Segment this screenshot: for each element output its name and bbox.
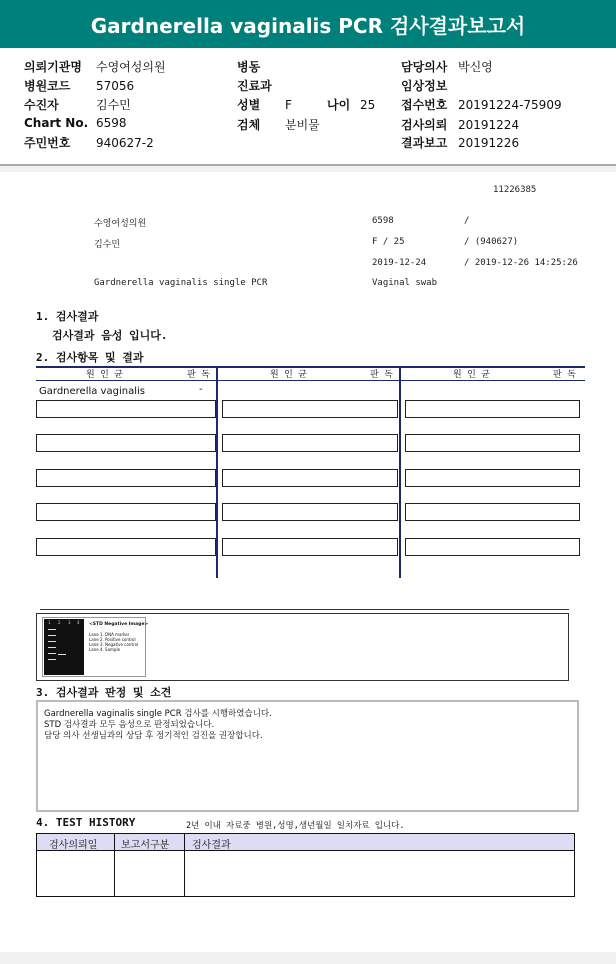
summary-specimen: Vaginal swab — [372, 278, 438, 288]
header-label: 담당의사 — [401, 60, 448, 74]
header-value: 20191224-75909 — [458, 98, 562, 112]
summary-sex-age: F / 25 — [372, 237, 405, 247]
gel-band — [48, 641, 56, 642]
header-label: 주민번호 — [24, 136, 71, 150]
history-col-result: 검사결과 — [192, 840, 231, 851]
header-request-date — [401, 116, 519, 133]
col-judge-1: 판 독 — [187, 370, 210, 380]
header-label: 진료과 — [237, 79, 272, 93]
header-value: 25 — [360, 98, 376, 112]
title-divider — [0, 48, 616, 50]
header-department — [237, 77, 285, 94]
col-pathogen-1: 원 인 균 — [86, 370, 123, 380]
history-col-report-type: 보고서구분 — [121, 840, 170, 851]
header-value: 수영여성의원 — [96, 60, 166, 74]
header-label: 의뢰기관명 — [24, 60, 82, 74]
lane-label: 1 — [48, 620, 51, 625]
header-value: 20191224 — [458, 118, 520, 132]
section-history-title: 4. TEST HISTORY — [36, 816, 136, 829]
history-table-header — [37, 834, 574, 851]
header-value: 분비물 — [285, 118, 320, 132]
header-value: 57056 — [96, 79, 135, 93]
summary-report-datetime: / 2019-12-26 14:25:26 — [464, 258, 578, 268]
result-cell — [405, 503, 580, 521]
image-legend-line: Lane 3. Negative control — [89, 642, 139, 647]
result-cell — [36, 400, 216, 418]
section-result-title: 1. 검사결과 — [36, 310, 99, 323]
header-patient — [24, 96, 131, 113]
image-top-line — [40, 609, 569, 610]
history-col-divider — [114, 834, 115, 896]
gel-image — [44, 619, 84, 675]
header-resident-no — [24, 134, 154, 151]
summary-test-name: Gardnerella vaginalis single PCR — [94, 278, 268, 288]
opinion-line: 담당 의사 선생님과의 상담 후 정기적인 검진을 권장합니다. — [44, 731, 263, 741]
lane-label: 4 — [77, 620, 80, 625]
header-value: 20191226 — [458, 136, 520, 150]
history-col-divider — [184, 834, 185, 896]
summary-receipt-date: 2019-12-24 — [372, 258, 427, 268]
history-note: 2년 이내 자료중 병원,성명,생년월일 일치자료 입니다. — [186, 821, 405, 831]
grid-divider-1 — [216, 366, 218, 578]
header-hospital-code — [24, 77, 134, 94]
section-opinion-title: 3. 검사결과 판정 및 소견 — [36, 686, 172, 699]
col-judge-3: 판 독 — [553, 370, 576, 380]
result-cell — [222, 503, 398, 521]
section-result-text: 검사결과 음성 입니다. — [52, 329, 168, 342]
header-chart-no — [24, 116, 127, 130]
header-label: 결과보고 — [401, 136, 448, 150]
header-doctor — [401, 58, 493, 75]
result-cell — [222, 538, 398, 556]
result-judgement: - — [199, 384, 203, 395]
header-report-date — [401, 134, 519, 151]
header-label: 임상정보 — [401, 79, 448, 93]
header-label: 접수번호 — [401, 98, 448, 112]
summary-birth: / (940627) — [464, 237, 519, 247]
header-specimen — [237, 116, 320, 133]
col-pathogen-3: 원 인 균 — [453, 370, 490, 380]
header-age — [327, 96, 375, 113]
page-footer — [0, 952, 616, 964]
result-cell — [405, 469, 580, 487]
result-cell — [222, 434, 398, 452]
image-legend-title: <STD Negative Image> — [89, 622, 149, 627]
header-receipt-no — [401, 96, 562, 113]
report-number: 11226385 — [493, 185, 537, 195]
result-cell — [222, 469, 398, 487]
image-legend-line: Lane 4. Sample — [89, 647, 121, 652]
header-label: Chart No. — [24, 116, 89, 130]
gel-band — [48, 659, 56, 660]
header-hospital — [24, 58, 166, 75]
gel-band — [48, 653, 56, 654]
header-label: 검체 — [237, 118, 261, 132]
header-value: 940627-2 — [96, 136, 154, 150]
result-cell — [405, 434, 580, 452]
result-cell — [222, 400, 398, 418]
summary-hospital: 수영여성의원 — [94, 219, 147, 229]
lane-label: 2 — [58, 620, 61, 625]
header-ward — [237, 58, 285, 75]
report-title: Gardnerella vaginalis PCR 검사결과보고서 — [0, 0, 616, 48]
header-label: 병원코드 — [24, 79, 71, 93]
result-cell — [36, 503, 216, 521]
summary-patient: 김수민 — [94, 240, 121, 250]
gel-band — [48, 647, 56, 648]
summary-chart: 6598 — [372, 216, 394, 226]
header-divider-shadow — [0, 166, 616, 172]
image-legend-line: Lane 1. DNA marker — [89, 632, 130, 637]
gel-band — [48, 635, 56, 636]
opinion-line: Gardnerella vaginalis single PCR 검사를 시행하였습니다. — [44, 709, 272, 719]
header-sex — [237, 96, 292, 113]
opinion-line: STD 검사결과 모두 음성으로 판정되었습니다. — [44, 720, 215, 730]
section-items-title: 2. 검사항목 및 결과 — [36, 351, 144, 364]
summary-slash: / — [464, 216, 470, 226]
result-grid-header-line — [36, 380, 585, 381]
lane-label: 3 — [68, 620, 71, 625]
history-col-request-date: 검사의뢰일 — [49, 840, 98, 851]
header-value: 6598 — [96, 116, 127, 130]
result-cell — [405, 538, 580, 556]
header-value: 김수민 — [96, 98, 131, 112]
result-pathogen-name: Gardnerella vaginalis — [39, 386, 145, 397]
image-legend-line: Lane 2. Positive control — [89, 637, 136, 642]
header-clinical-info — [401, 77, 458, 94]
header-label: 수진자 — [24, 98, 59, 112]
header-value: F — [285, 98, 292, 112]
header-label: 병동 — [237, 60, 261, 74]
col-judge-2: 판 독 — [370, 370, 393, 380]
gel-band — [58, 654, 66, 655]
header-value: 박신영 — [458, 60, 493, 74]
col-pathogen-2: 원 인 균 — [270, 370, 307, 380]
result-cell — [405, 400, 580, 418]
header-label: 검사의뢰 — [401, 118, 448, 132]
grid-divider-2 — [399, 366, 401, 578]
result-cell — [36, 538, 216, 556]
result-cell — [36, 469, 216, 487]
header-label: 성별 — [237, 98, 261, 112]
result-cell — [36, 434, 216, 452]
gel-band — [48, 629, 56, 630]
header-label: 나이 — [327, 98, 351, 112]
history-table — [36, 833, 575, 897]
